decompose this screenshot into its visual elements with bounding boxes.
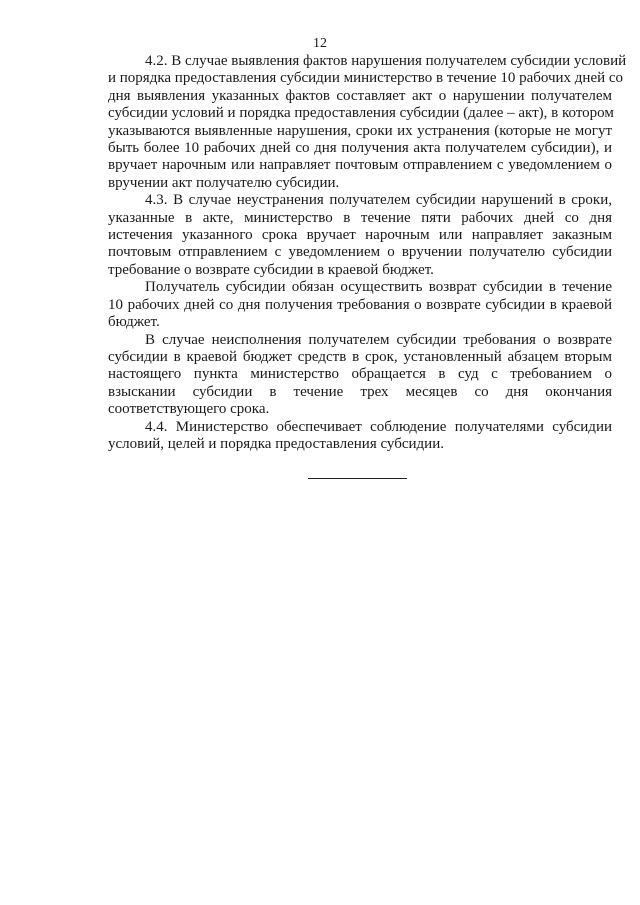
text-line: указанные в акте, министерство в течение пяти рабочих дней со дня	[108, 209, 612, 226]
text-line: вручении акт получателю субсидии.	[108, 174, 340, 191]
paragraph	[108, 279, 612, 331]
text-line: 4.2. В случае выявления фактов нарушения получателем субсидии условий	[145, 53, 627, 69]
text-line: 4.3. В случае неустранения получателем субсидии нарушений в сроки,	[145, 192, 612, 209]
text-line: требование о возврате субсидии в краевой бюджет.	[108, 261, 434, 278]
document-body	[108, 53, 627, 453]
text-line: настоящего пункта министерство обращается в суд с требованием о	[108, 366, 612, 383]
paragraph	[108, 53, 627, 192]
page-number: 12	[313, 36, 327, 51]
text-line: 4.4. Министерство обеспечивает соблюдение получателями субсидии	[145, 418, 612, 435]
text-line: соответствующего срока.	[108, 401, 270, 418]
text-line: дня выявления указанных фактов составляет акт о нарушении получателем	[108, 87, 612, 104]
text-line: Получатель субсидии обязан осуществить возврат субсидии в течение	[145, 279, 612, 296]
text-line: условий, целей и порядка предоставления субсидии.	[108, 435, 444, 452]
text-line: В случае неисполнения получателем субсидии требования о возврате	[145, 331, 612, 348]
paragraph	[108, 419, 612, 454]
text-line: субсидии в краевой бюджет средств в срок, установленный абзацем вторым	[108, 348, 612, 365]
text-line: быть более 10 рабочих дней со дня получения акта получателем субсидии), и	[108, 140, 612, 157]
paragraph	[108, 192, 612, 279]
text-line: почтовым отправлением с уведомлением о вручении получателю субсидии	[108, 244, 612, 261]
text-line: 10 рабочих дней со дня получения требования о возврате субсидии в краевой	[108, 296, 612, 313]
paragraph	[108, 332, 612, 419]
text-line: вручает нарочным или направляет почтовым отправлением с уведомлением о	[108, 157, 612, 174]
text-line: указываются выявленные нарушения, сроки их устранения (которые не могут	[108, 122, 612, 139]
text-line: субсидии условий и порядка предоставления субсидии (далее – акт), в котором	[108, 105, 614, 122]
text-line: бюджет.	[108, 314, 160, 331]
end-divider-line	[308, 478, 407, 479]
text-line: взыскании субсидии в течение трех месяцев со дня окончания	[108, 383, 612, 400]
text-line: и порядка предоставления субсидии министерство в течение 10 рабочих дней со	[108, 70, 624, 87]
text-line: истечения указанного срока вручает нарочным или направляет заказным	[108, 227, 612, 244]
